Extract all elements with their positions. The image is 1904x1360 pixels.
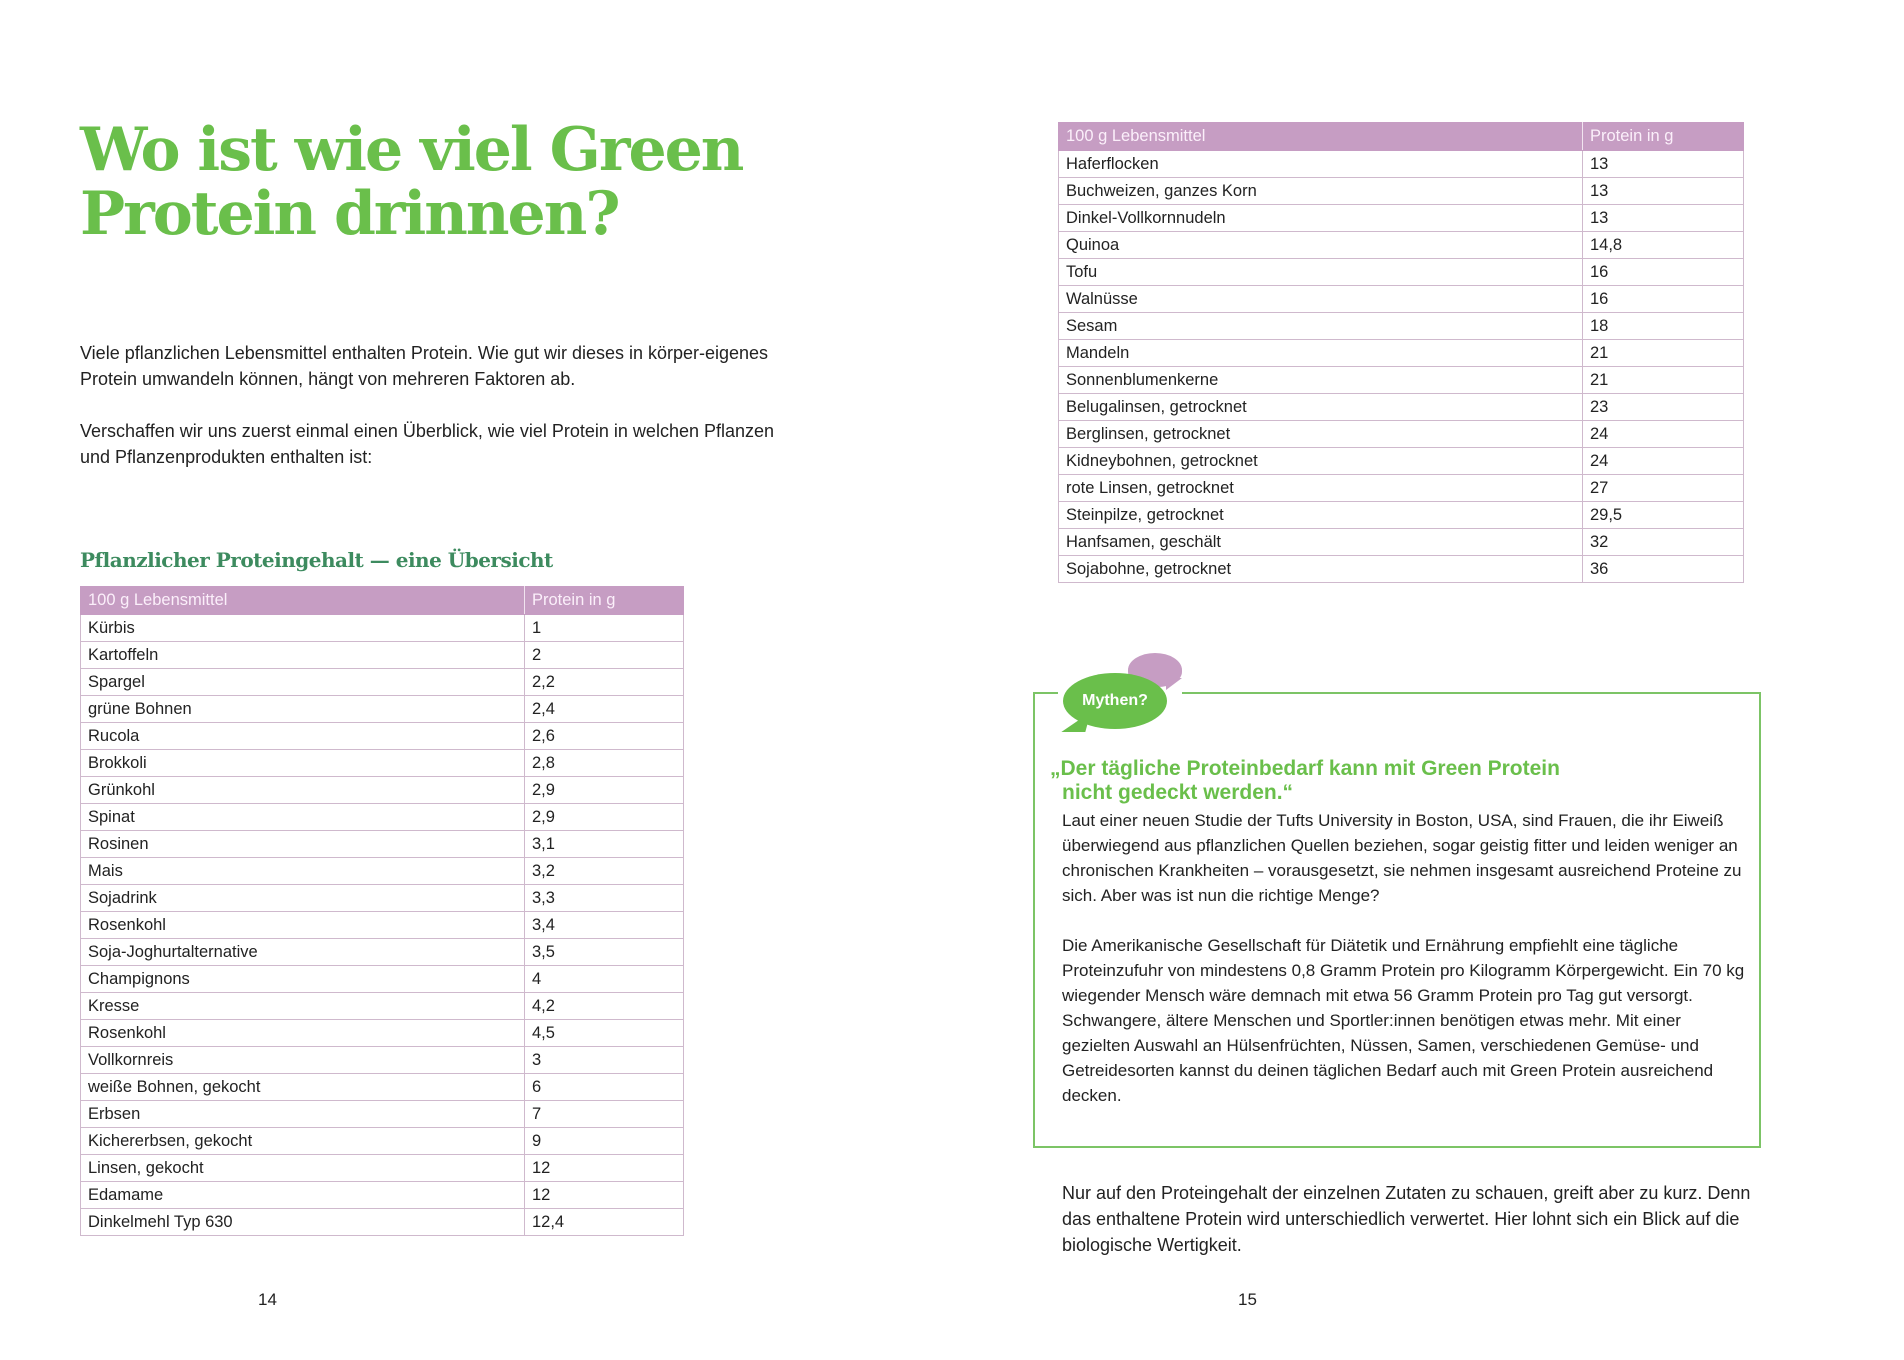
food-name-cell: Rosenkohl — [81, 912, 525, 939]
protein-value-cell: 3,3 — [525, 885, 684, 912]
intro-paragraph: Verschaffen wir uns zuerst einmal einen Überblick, wie viel Protein in welchen Pflanzen und Pflanzenprodukten enthalten ist: — [80, 421, 775, 467]
protein-value-cell: 16 — [1583, 259, 1744, 286]
protein-value-cell: 3,5 — [525, 939, 684, 966]
protein-value-cell: 4,5 — [525, 1020, 684, 1047]
protein-value-cell: 2,8 — [525, 750, 684, 777]
food-name-cell: Erbsen — [81, 1101, 525, 1128]
food-name-cell: Sojabohne, getrocknet — [1059, 556, 1583, 583]
table-row — [81, 1020, 684, 1047]
table-row — [1059, 502, 1744, 529]
table-row — [81, 696, 684, 723]
food-name-cell: Sojadrink — [81, 885, 525, 912]
table-row — [81, 669, 684, 696]
food-name-cell: weiße Bohnen, gekocht — [81, 1074, 525, 1101]
table-row — [81, 1047, 684, 1074]
protein-value-cell: 2,2 — [525, 669, 684, 696]
protein-value-cell: 13 — [1583, 205, 1744, 232]
table-row — [1059, 259, 1744, 286]
protein-value-cell: 2 — [525, 642, 684, 669]
food-name-cell: Spargel — [81, 669, 525, 696]
section-heading: Pflanzlicher Proteingehalt — eine Übersicht — [80, 548, 553, 572]
table-body — [81, 615, 684, 1236]
table-row — [81, 1209, 684, 1236]
food-name-cell: Belugalinsen, getrocknet — [1059, 394, 1583, 421]
protein-value-cell: 3,2 — [525, 858, 684, 885]
food-name-cell: Soja-Joghurtalternative — [81, 939, 525, 966]
food-name-cell: Haferflocken — [1059, 151, 1583, 178]
food-name-cell: Grünkohl — [81, 777, 525, 804]
food-name-cell: Edamame — [81, 1182, 525, 1209]
food-name-cell: Dinkelmehl Typ 630 — [81, 1209, 525, 1236]
outro-text: Nur auf den Proteingehalt der einzelnen Zutaten zu schauen, greift aber zu kurz. Denn das enthaltene Protein wird unterschiedlich verwertet. Hier lohnt sich ein Blick auf die biologische Wertigkeit. — [1062, 1183, 1751, 1255]
food-name-cell: Vollkornreis — [81, 1047, 525, 1074]
protein-value-cell: 4 — [525, 966, 684, 993]
table-row — [1059, 232, 1744, 259]
table-row — [81, 1101, 684, 1128]
table-row — [81, 831, 684, 858]
table-row — [81, 777, 684, 804]
protein-value-cell: 2,9 — [525, 777, 684, 804]
protein-value-cell: 2,9 — [525, 804, 684, 831]
protein-value-cell: 27 — [1583, 475, 1744, 502]
protein-value-cell: 3,1 — [525, 831, 684, 858]
myth-badge — [1063, 673, 1167, 729]
table-row — [81, 615, 684, 642]
food-name-cell: Kidneybohnen, getrocknet — [1059, 448, 1583, 475]
food-name-cell: Linsen, gekocht — [81, 1155, 525, 1182]
column-header-protein: Protein in g — [525, 587, 684, 615]
protein-value-cell: 24 — [1583, 448, 1744, 475]
table-row — [81, 723, 684, 750]
protein-table-right — [1058, 122, 1744, 583]
column-header-food: 100 g Lebensmittel — [81, 587, 525, 615]
myth-quote — [1050, 757, 1750, 805]
protein-value-cell: 13 — [1583, 178, 1744, 205]
table-body — [1059, 151, 1744, 583]
protein-value-cell: 13 — [1583, 151, 1744, 178]
protein-value-cell: 2,6 — [525, 723, 684, 750]
protein-value-cell: 7 — [525, 1101, 684, 1128]
protein-value-cell: 1 — [525, 615, 684, 642]
protein-value-cell: 2,4 — [525, 696, 684, 723]
food-name-cell: rote Linsen, getrocknet — [1059, 475, 1583, 502]
table-row — [1059, 556, 1744, 583]
myth-quote-line: nicht gedeckt werden.“ — [1062, 781, 1294, 804]
food-name-cell: Spinat — [81, 804, 525, 831]
protein-value-cell: 16 — [1583, 286, 1744, 313]
table-row — [81, 912, 684, 939]
protein-value-cell: 23 — [1583, 394, 1744, 421]
protein-value-cell: 36 — [1583, 556, 1744, 583]
table-row — [81, 1074, 684, 1101]
food-name-cell: Rosinen — [81, 831, 525, 858]
table-row — [1059, 340, 1744, 367]
table-row — [81, 1128, 684, 1155]
protein-value-cell: 21 — [1583, 367, 1744, 394]
food-name-cell: Berglinsen, getrocknet — [1059, 421, 1583, 448]
table-row — [1059, 394, 1744, 421]
table-row — [1059, 178, 1744, 205]
table-row — [81, 858, 684, 885]
food-name-cell: Quinoa — [1059, 232, 1583, 259]
myth-body — [1062, 808, 1752, 1133]
table-row — [81, 804, 684, 831]
table-row — [1059, 367, 1744, 394]
table-row — [1059, 151, 1744, 178]
table-row — [81, 885, 684, 912]
food-name-cell: Brokkoli — [81, 750, 525, 777]
food-name-cell: Rucola — [81, 723, 525, 750]
protein-value-cell: 3 — [525, 1047, 684, 1074]
table-row — [81, 966, 684, 993]
protein-value-cell: 32 — [1583, 529, 1744, 556]
protein-value-cell: 3,4 — [525, 912, 684, 939]
food-name-cell: Buchweizen, ganzes Korn — [1059, 178, 1583, 205]
page-number-right: 15 — [1238, 1290, 1257, 1309]
table-row — [1059, 286, 1744, 313]
speech-bubble-purple-tail-icon — [1166, 678, 1182, 690]
protein-value-cell: 12,4 — [525, 1209, 684, 1236]
food-name-cell: Kresse — [81, 993, 525, 1020]
table-row — [1059, 205, 1744, 232]
protein-table-left — [80, 586, 684, 1236]
page-number-left: 14 — [258, 1290, 277, 1309]
table-row — [1059, 421, 1744, 448]
protein-value-cell: 4,2 — [525, 993, 684, 1020]
intro-text — [80, 340, 780, 496]
food-name-cell: Walnüsse — [1059, 286, 1583, 313]
food-name-cell: Tofu — [1059, 259, 1583, 286]
table-header-row — [1059, 123, 1744, 151]
food-name-cell: Hanfsamen, geschält — [1059, 529, 1583, 556]
food-name-cell: Kartoffeln — [81, 642, 525, 669]
table-header-row — [81, 587, 684, 615]
column-header-protein: Protein in g — [1583, 123, 1744, 151]
protein-value-cell: 6 — [525, 1074, 684, 1101]
table-row — [1059, 448, 1744, 475]
protein-value-cell: 12 — [525, 1155, 684, 1182]
food-name-cell: Dinkel-Vollkornnudeln — [1059, 205, 1583, 232]
table-row — [81, 1155, 684, 1182]
intro-paragraph: Viele pflanzlichen Lebensmittel enthalten Protein. Wie gut wir dieses in körper-eigenes Protein umwandeln können, hängt von mehreren Faktoren ab. — [80, 343, 769, 389]
myth-badge-label: Mythen? — [1082, 692, 1148, 709]
food-name-cell: Kürbis — [81, 615, 525, 642]
column-header-food: 100 g Lebensmittel — [1059, 123, 1583, 151]
food-name-cell: Sonnenblumenkerne — [1059, 367, 1583, 394]
myth-quote-line: „Der tägliche Proteinbedarf kann mit Green Protein — [1050, 757, 1560, 780]
table-row — [1059, 475, 1744, 502]
food-name-cell: Rosenkohl — [81, 1020, 525, 1047]
protein-value-cell: 14,8 — [1583, 232, 1744, 259]
food-name-cell: Sesam — [1059, 313, 1583, 340]
table-row — [81, 1182, 684, 1209]
food-name-cell: Champignons — [81, 966, 525, 993]
food-name-cell: Steinpilze, getrocknet — [1059, 502, 1583, 529]
protein-value-cell: 18 — [1583, 313, 1744, 340]
table-row — [1059, 313, 1744, 340]
myth-paragraph: Laut einer neuen Studie der Tufts University in Boston, USA, sind Frauen, die ihr Eiweiß überwiegend aus pflanzlichen Quellen beziehen, sogar geistig fitter und leiden weniger an chronischen Krankheiten – vorausgesetzt, sie nehmen insgesamt ausreichend Proteine zu sich. Aber was ist nun die richtige Menge? — [1062, 811, 1742, 905]
table-row — [81, 750, 684, 777]
protein-value-cell: 9 — [525, 1128, 684, 1155]
table-row — [81, 642, 684, 669]
table-row — [1059, 529, 1744, 556]
table-row — [81, 993, 684, 1020]
page-title: Wo ist wie viel Green Protein drinnen? — [80, 115, 743, 249]
food-name-cell: grüne Bohnen — [81, 696, 525, 723]
protein-value-cell: 29,5 — [1583, 502, 1744, 529]
myth-paragraph: Die Amerikanische Gesellschaft für Diätetik und Ernährung empfiehlt eine tägliche Proteinzufuhr von mindestens 0,8 Gramm Protein pro Kilogramm Körpergewicht. Ein 70 kg wiegender Mensch wäre demnach mit etwa 56 Gramm Protein pro Tag gut versorgt. Schwangere, ältere Menschen und Sportler:innen benötigen etwas mehr. Mit einer gezielten Auswahl an Hülsenfrüchten, Nüssen, Samen, verschiedenen Gemüse- und Getreidesorten kannst du deinen täglichen Bedarf auch mit Green Protein ausreichend decken. — [1062, 936, 1745, 1105]
protein-value-cell: 12 — [525, 1182, 684, 1209]
food-name-cell: Mais — [81, 858, 525, 885]
protein-value-cell: 24 — [1583, 421, 1744, 448]
food-name-cell: Kichererbsen, gekocht — [81, 1128, 525, 1155]
protein-value-cell: 21 — [1583, 340, 1744, 367]
table-row — [81, 939, 684, 966]
food-name-cell: Mandeln — [1059, 340, 1583, 367]
